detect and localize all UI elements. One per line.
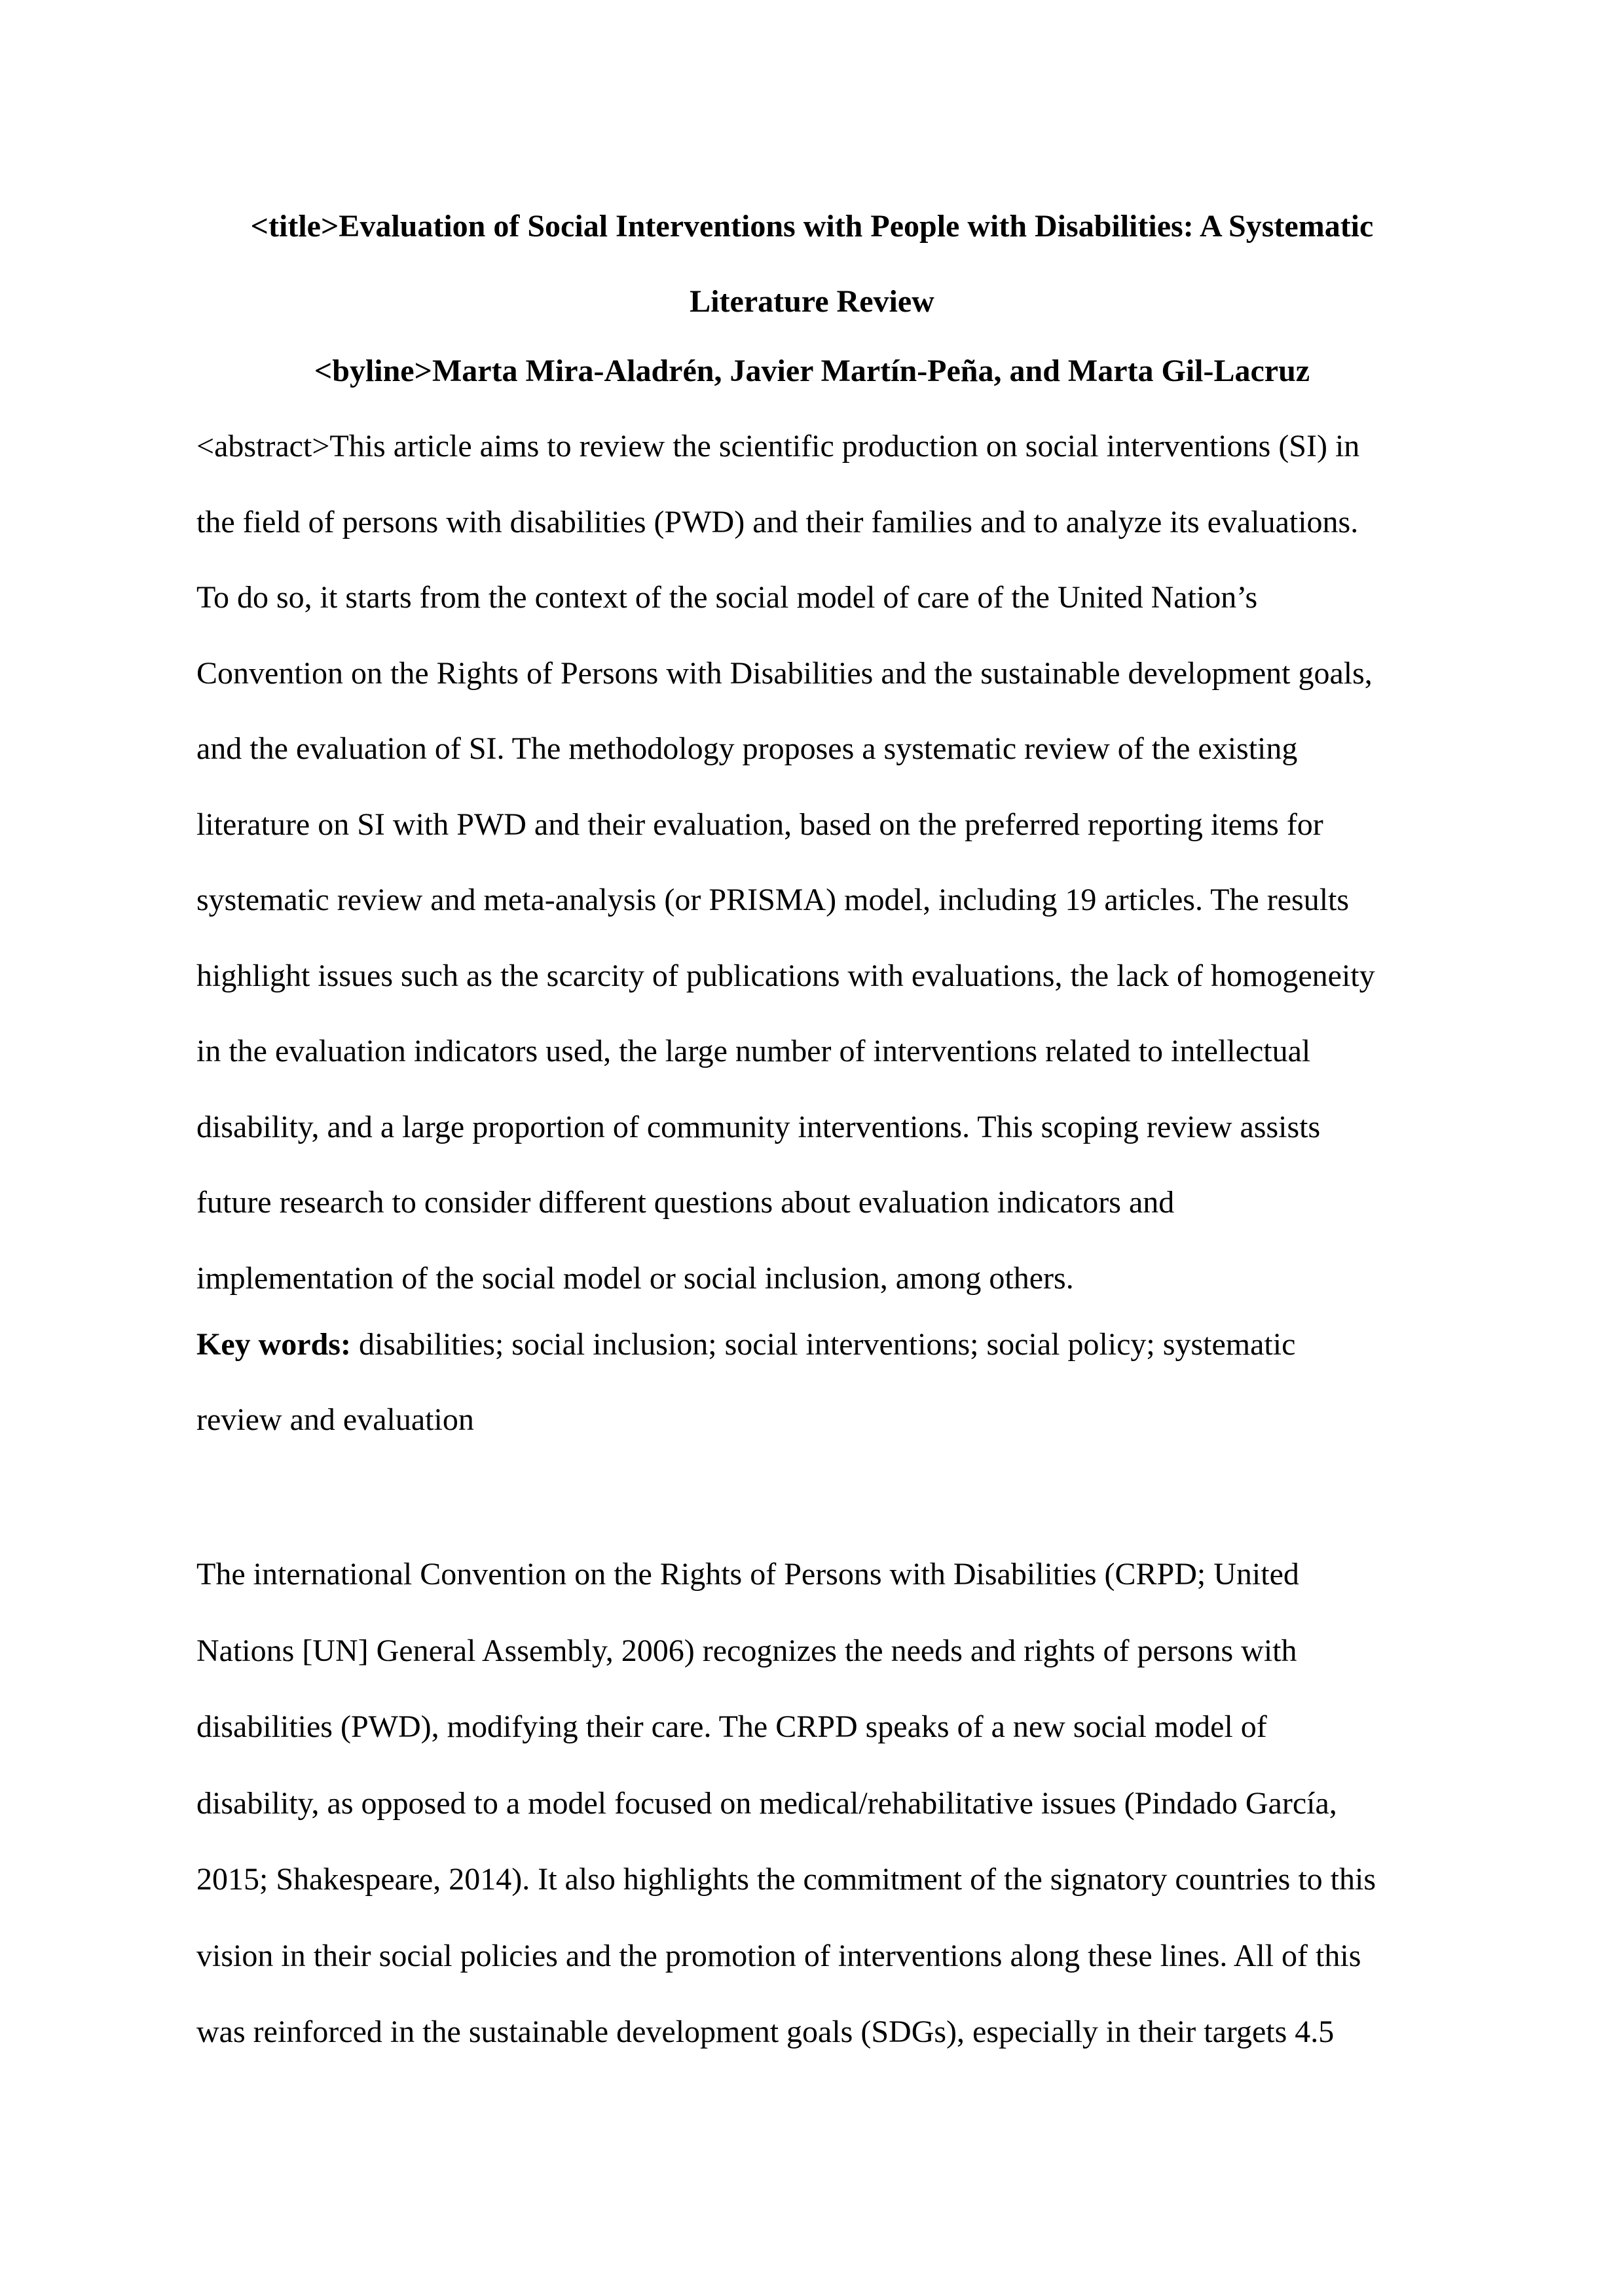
article-title-line-1: <title>Evaluation of Social Interventions with People with Disabilities: A Systematic xyxy=(250,209,1374,244)
abstract-line: <abstract>This article aims to review the scientific production on social interventions (SI) in xyxy=(196,429,1360,464)
article-title-line-2: Literature Review xyxy=(690,284,934,319)
abstract-line: systematic review and meta-analysis (or PRISMA) model, including 19 articles. The results xyxy=(196,883,1350,917)
body-line: The international Convention on the Rights of Persons with Disabilities (CRPD; United xyxy=(196,1557,1299,1592)
abstract-line: Convention on the Rights of Persons with Disabilities and the sustainable development goals, xyxy=(196,655,1373,691)
body-paragraph xyxy=(196,1537,1441,2071)
body-line: vision in their social policies and the promotion of interventions along these lines. All of this xyxy=(196,1938,1361,1973)
keywords-line-1 xyxy=(196,1307,1441,1382)
body-line: disability, as opposed to a model focused on medical/rehabilitative issues (Pindado García, xyxy=(196,1785,1337,1821)
abstract-line: and the evaluation of SI. The methodology proposes a systematic review of the existing xyxy=(196,731,1298,766)
keywords-label: Key words: xyxy=(196,1327,351,1362)
body-line: 2015; Shakespeare, 2014). It also highlights the commitment of the signatory countries to this xyxy=(196,1862,1376,1897)
abstract-line: highlight issues such as the scarcity of publications with evaluations, the lack of homogeneity xyxy=(196,958,1375,993)
abstract-line: the field of persons with disabilities (PWD) and their families and to analyze its evaluations. xyxy=(196,504,1359,539)
keywords-line-2: review and evaluation xyxy=(196,1402,474,1437)
article-byline: <byline>Marta Mira-Aladrén, Javier Martín-Peña, and Marta Gil-Lacruz xyxy=(314,354,1310,388)
abstract-line: future research to consider different questions about evaluation indicators and xyxy=(196,1185,1175,1220)
abstract-paragraph xyxy=(196,409,1441,1316)
body-line: disabilities (PWD), modifying their care. The CRPD speaks of a new social model of xyxy=(196,1709,1267,1744)
article-title xyxy=(196,189,1428,339)
keywords-text: disabilities; social inclusion; social interventions; social policy; systematic xyxy=(350,1327,1296,1362)
abstract-line: in the evaluation indicators used, the large number of interventions related to intellectual xyxy=(196,1034,1311,1068)
keywords-paragraph xyxy=(196,1307,1441,1457)
body-line: was reinforced in the sustainable development goals (SDGs), especially in their targets 4.5 xyxy=(196,2014,1335,2049)
abstract-line: To do so, it starts from the context of the social model of care of the United Nation’s xyxy=(196,580,1258,615)
body-line: Nations [UN] General Assembly, 2006) recognizes the needs and rights of persons with xyxy=(196,1633,1297,1668)
abstract-line: implementation of the social model or social inclusion, among others. xyxy=(196,1260,1074,1296)
abstract-line: disability, and a large proportion of community interventions. This scoping review assists xyxy=(196,1109,1321,1144)
abstract-line: literature on SI with PWD and their evaluation, based on the preferred reporting items for xyxy=(196,807,1323,842)
